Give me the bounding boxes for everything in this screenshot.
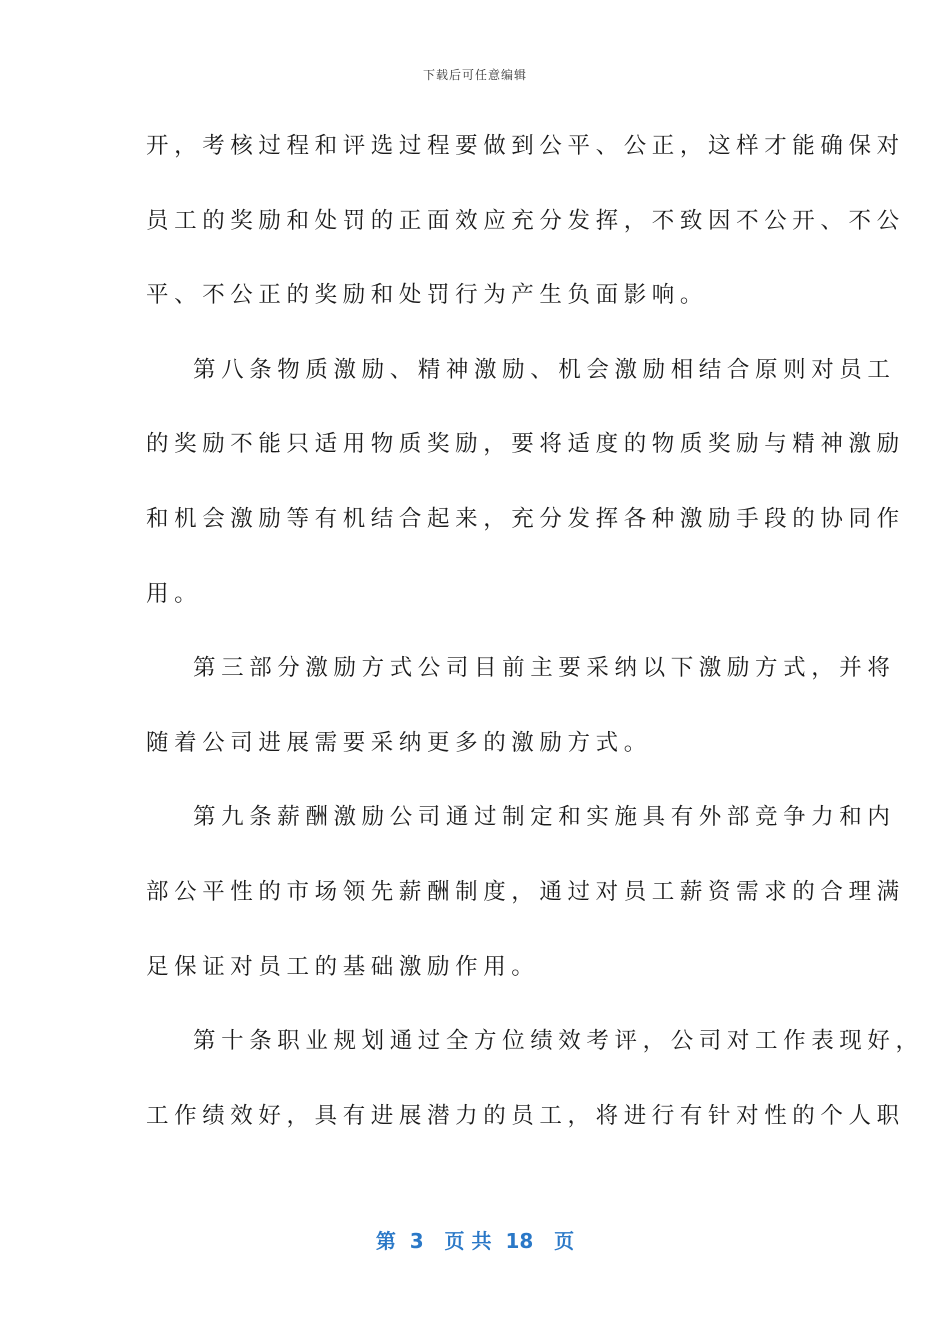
- paragraph-start-line: 第八条物质激励、精神激励、机会激励相结合原则对员工: [193, 356, 896, 383]
- text-line: 部公平性的市场领先薪酬制度，通过对员工薪资需求的合理满: [146, 878, 905, 905]
- paragraph-start-line: 第三部分激励方式公司目前主要采纳以下激励方式，并将: [193, 655, 896, 682]
- text-line: 工作绩效好，具有进展潜力的员工，将进行有针对性的个人职: [146, 1102, 905, 1129]
- text-line: 平、不公正的奖励和处罚行为产生负面影响。: [146, 282, 709, 309]
- text-line: 用。: [146, 580, 203, 607]
- body-text: [146, 122, 924, 1166]
- text-line: 员工的奖励和处罚的正面效应充分发挥，不致因不公开、不公: [146, 207, 905, 234]
- text-line: 开，考核过程和评选过程要做到公平、公正，这样才能确保对: [146, 133, 905, 159]
- text-line: 和机会激励等有机结合起来，充分发挥各种激励手段的协同作: [146, 505, 905, 532]
- paragraph-start-line: 第十条职业规划通过全方位绩效考评，公司对工作表现好，: [193, 1028, 924, 1055]
- text-line: 随着公司进展需要采纳更多的激励方式。: [146, 729, 652, 756]
- text-line: 的奖励不能只适用物质奖励，要将适度的物质奖励与精神激励: [146, 431, 905, 458]
- paragraph-start-line: 第九条薪酬激励公司通过制定和实施具有外部竞争力和内: [193, 804, 896, 831]
- page-number-footer: 第 3 页 共 18 页: [375, 1229, 575, 1253]
- page-header: 下载后可任意编辑: [422, 68, 527, 82]
- text-line: 足保证对员工的基础激励作用。: [146, 953, 540, 980]
